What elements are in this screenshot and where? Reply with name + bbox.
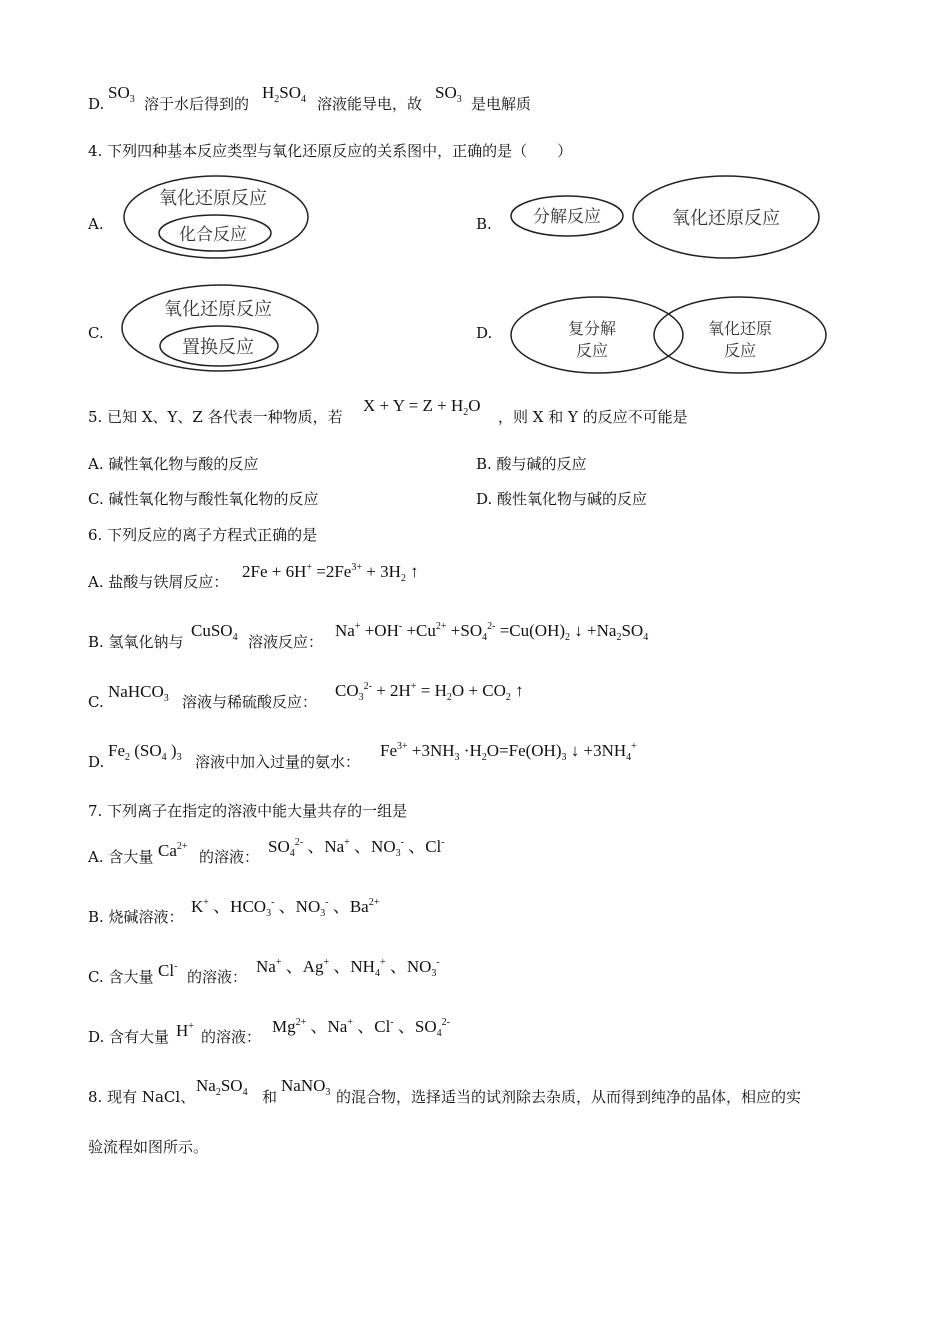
formula-nahco3: NaHCO$_3$ [108, 682, 169, 704]
q8-text-2: 和 [262, 1088, 278, 1106]
q8-text-3: 的混合物，选择适当的试剂除去杂质，从而得到纯净的晶体，相应的实 [336, 1088, 802, 1106]
formula-h2so4: $H_2SO_4$ [262, 83, 307, 105]
formula-so3-2: $SO_3$ [435, 83, 462, 105]
q6-option-c-equation: $CO_3^{2-} + 2H^+ = H_2O + CO_2$ ↑ [335, 681, 524, 703]
diagram-a [124, 176, 308, 258]
q5-stem-a: 5. 已知 X、Y、Z 各代表一种物质，若 [88, 408, 343, 426]
diagram-c-outer-label: 氧化还原反应 [164, 299, 272, 320]
q6-option-b-text-1: B. 氢氧化钠与 [88, 633, 184, 651]
ellipse-redox-c [122, 285, 318, 371]
q7-option-d-ions: $Mg^{2+}$ 、Na+ 、Cl- 、$SO_4^{2-}$ [272, 1017, 450, 1039]
q5-equation: $X + Y = Z + H_2O$ [363, 396, 481, 418]
formula-cuso4: CuSO$_4$ [191, 621, 238, 643]
q5-option-b: B. 酸与碱的反应 [476, 455, 587, 473]
q7-option-b-text: B. 烧碱溶液： [88, 908, 184, 926]
formula-so3: $SO_3$ [108, 83, 135, 105]
q7-option-c-text-2: 的溶液： [187, 968, 248, 986]
q6-option-c-label: C. [88, 693, 104, 711]
q6-option-c-text: 溶液与稀硫酸反应： [182, 693, 318, 711]
diagram-d-right-label-2: 反应 [723, 341, 757, 360]
diagram-d-left-label-1: 复分解 [567, 319, 617, 338]
q7-stem: 7. 下列离子在指定的溶液中能大量共存的一组是 [88, 802, 408, 820]
diagram-a-inner-label: 化合反应 [179, 225, 247, 245]
q3d-text-1: 溶于水后得到的 [144, 95, 250, 113]
diagram-d [511, 297, 826, 373]
q7-option-a-text-2: 的溶液： [199, 848, 260, 866]
q4-option-c-label: C. [88, 324, 104, 342]
q8-text-line-2: 验流程如图所示。 [88, 1138, 209, 1156]
ion-h-plus: H+ [176, 1021, 194, 1040]
q8-text-1: 8. 现有 NaCl、 [88, 1088, 196, 1106]
q7-option-a-ions: $SO_4^{2-}$ 、Na+ 、$NO_3^-$ 、Cl- [268, 837, 445, 859]
q4-option-d-label: D. [476, 324, 493, 342]
q5-stem-b: ，则 X 和 Y 的反应不可能是 [498, 408, 688, 426]
formula-fe2so43: $Fe_2$ ($SO_4$ )$_3$ [108, 741, 182, 763]
q5-option-c: C. 碱性氧化物与酸性氧化物的反应 [88, 490, 319, 508]
q6-stem: 6. 下列反应的离子方程式正确的是 [88, 526, 318, 544]
diagram-b [511, 176, 819, 258]
q7-option-d-text-2: 的溶液： [201, 1028, 262, 1046]
q4-stem: 4. 下列四种基本反应类型与氧化还原反应的关系图中，正确的是（ ） [88, 142, 573, 160]
q3d-text-3: 是电解质 [471, 95, 532, 113]
q4-option-b-label: B. [476, 215, 492, 233]
q6-option-d-equation: $Fe^{3+} +3NH_3 \cdot H_2O=Fe(OH)_3$ ↓ $+3NH_4^+$ [380, 741, 637, 763]
q6-option-a-text: A. 盐酸与铁屑反应： [88, 573, 229, 591]
q7-option-d-text-1: D. 含有大量 [88, 1028, 170, 1046]
q7-option-b-ions: K+ 、$HCO_3^-$ 、$NO_3^-$ 、$Ba^{2+}$ [191, 897, 380, 919]
diagram-b-right-label: 氧化还原反应 [672, 208, 780, 229]
q7-option-a-text-1: A. 含大量 [88, 848, 154, 866]
diagram-c-inner-label: 置换反应 [182, 337, 254, 358]
ion-cl-minus: Cl- [158, 961, 178, 980]
q6-option-b-equation: $Na^+ +OH^- +Cu^{2+} +SO_4^{2-} =Cu(OH)_2$ ↓ $+Na_2SO_4$ [335, 621, 649, 643]
diagram-b-left-label: 分解反应 [533, 207, 601, 227]
diagram-a-outer-label: 氧化还原反应 [159, 188, 267, 209]
formula-nano3: NaNO$_3$ [281, 1076, 331, 1098]
diagram-d-left-label-2: 反应 [575, 341, 609, 360]
q6-option-a-equation: $2Fe + 6H^+ =2Fe^{3+} + 3H_2$ ↑ [242, 562, 419, 584]
q3d-text-2: 溶液能导电，故 [317, 95, 423, 113]
q6-option-d-label: D. [88, 753, 105, 771]
q6-option-d-text: 溶液中加入过量的氨水： [195, 753, 361, 771]
q7-option-c-ions: Na+ 、Ag+ 、$NH_4^+$ 、$NO_3^-$ [256, 957, 440, 979]
q3-option-d: D. [88, 95, 105, 113]
ion-ca2plus: $Ca^{2+}$ [158, 841, 188, 860]
q7-option-c-text-1: C. 含大量 [88, 968, 154, 986]
q5-option-d: D. 酸性氧化物与碱的反应 [476, 490, 648, 508]
diagram-d-right-label-1: 氧化还原 [707, 319, 773, 338]
q4-option-a-label: A. [88, 215, 104, 233]
diagram-c [122, 285, 318, 371]
formula-na2so4: $Na_2SO_4$ [196, 1076, 248, 1098]
q5-option-a: A. 碱性氧化物与酸的反应 [88, 455, 259, 473]
q6-option-b-text-2: 溶液反应： [248, 633, 324, 651]
